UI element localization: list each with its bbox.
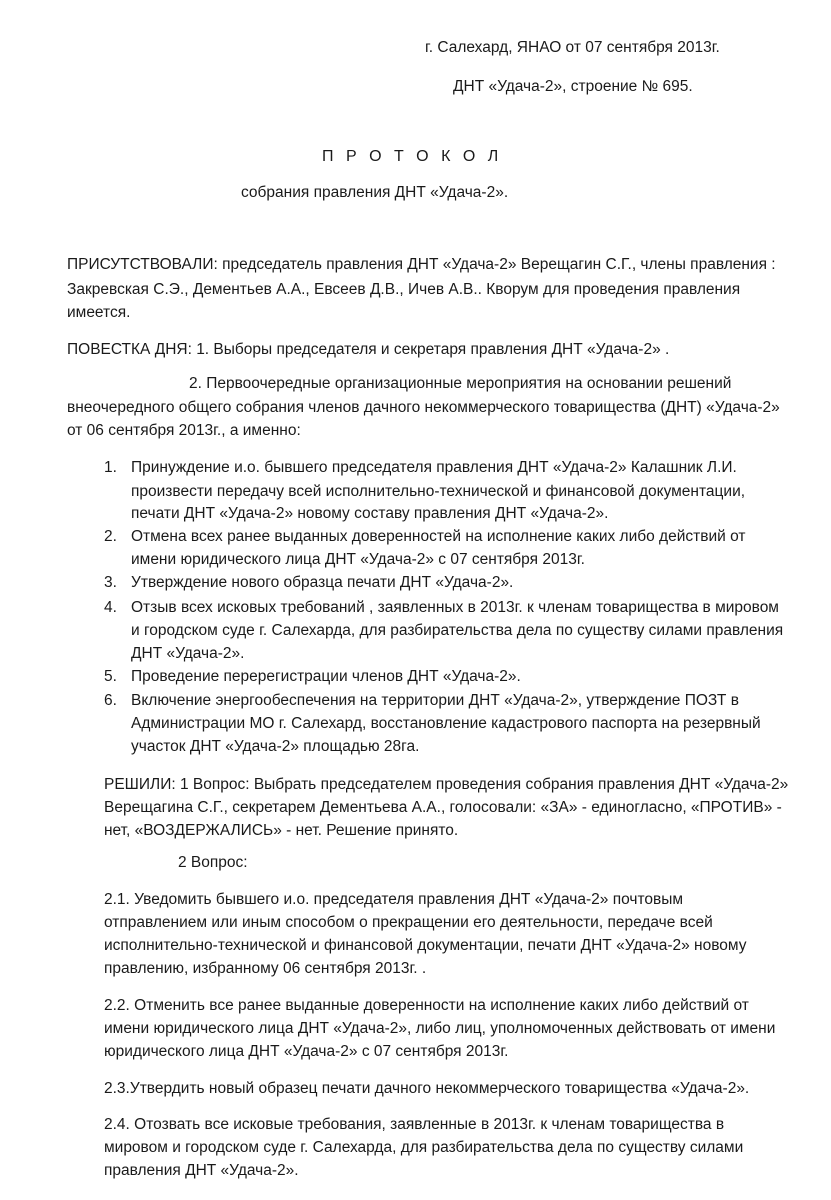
agenda-line: ПОВЕСТКА ДНЯ: 1. Выборы председателя и секретаря правления ДНТ «Удача-2» . [67, 341, 670, 358]
list-item-line: ДНТ «Удача-2». [131, 645, 245, 662]
list-number: 5. [104, 668, 117, 685]
list-number: 4. [104, 599, 117, 616]
list-number: 3. [104, 574, 117, 591]
p21-line: 2.1. Уведомить бывшего и.о. председателя правления ДНТ «Удача-2» почтовым [104, 891, 684, 908]
agenda-item2-line: от 06 сентября 2013г., а именно: [67, 422, 301, 439]
agenda-item2-line: 2. Первоочередные организационные мероприятия на основании решений [189, 375, 732, 392]
list-item-line: Отзыв всех исковых требований , заявленных в 2013г. к членам товарищества в мировом [131, 599, 779, 616]
header-place-date: г. Салехард, ЯНАО от 07 сентября 2013г. [425, 39, 720, 56]
list-number: 1. [104, 459, 117, 476]
present-line: Закревская С.Э., Дементьев А.А., Евсеев Д.В., Ичев А.В.. Кворум для проведения правления [67, 281, 741, 298]
p24-line: 2.4. Отозвать все исковые требования, заявленные в 2013г. к членам товарищества в [104, 1116, 725, 1133]
list-number: 6. [104, 692, 117, 709]
present-line: ПРИСУТСТВОВАЛИ: председатель правления ДНТ «Удача-2» Верещагин С.Г., члены правления : [67, 256, 776, 273]
p21-line: исполнительно-технической и финансовой документации, печати ДНТ «Удача-2» новому [104, 937, 747, 954]
decided-line: Верещагина С.Г., секретарем Дементьева А.А., голосовали: «ЗА» - единогласно, «ПРОТИВ» - [104, 799, 782, 816]
p21-line: правлению, избранному 06 сентября 2013г. . [104, 960, 427, 977]
list-item-line: произвести передачу всей исполнительно-технической и финансовой документации, [131, 483, 746, 500]
list-number: 2. [104, 528, 117, 545]
p24-line: правления ДНТ «Удача-2». [104, 1162, 299, 1179]
decided-line: нет, «ВОЗДЕРЖАЛИСЬ» - нет. Решение принято. [104, 822, 459, 839]
list-item-line: и городском суде г. Салехарда, для разбирательства дела по существу силами правления [131, 622, 784, 639]
list-item-line: Проведение перерегистрации членов ДНТ «Удача-2». [131, 668, 521, 685]
p22-line: юридического лица ДНТ «Удача-2» с 07 сентября 2013г. [104, 1043, 509, 1060]
agenda-item2-line: внеочередного общего собрания членов дачного некоммерческого товарищества (ДНТ) «Удача-2» [67, 399, 780, 416]
list-item-line: Принуждение и.о. бывшего председателя правления ДНТ «Удача-2» Калашник Л.И. [131, 459, 737, 476]
decided-line: РЕШИЛИ: 1 Вопрос: Выбрать председателем проведения собрания правления ДНТ «Удача-2» [104, 776, 789, 793]
present-line: имеется. [67, 304, 131, 321]
document-subtitle: собрания правления ДНТ «Удача-2». [241, 184, 509, 201]
p23-line: 2.3.Утвердить новый образец печати дачного некоммерческого товарищества «Удача-2». [104, 1080, 750, 1097]
list-item-line: печати ДНТ «Удача-2» новому составу правления ДНТ «Удача-2». [131, 505, 609, 522]
list-item-line: Утверждение нового образца печати ДНТ «Удача-2». [131, 574, 514, 591]
p24-line: мировом и городском суде г. Салехарда, для разбирательства дела по существу силами [104, 1139, 744, 1156]
list-item-line: Администрации МО г. Салехард, восстановление кадастрового паспорта на резервный [131, 715, 761, 732]
list-item-line: Отмена всех ранее выданных доверенностей на исполнение каких либо действий от [131, 528, 746, 545]
header-building: ДНТ «Удача-2», строение № 695. [453, 78, 693, 95]
document-title: П Р О Т О К О Л [322, 148, 503, 165]
list-item-line: участок ДНТ «Удача-2» площадью 28га. [131, 738, 420, 755]
question2-heading: 2 Вопрос: [178, 854, 248, 871]
list-item-line: Включение энергообеспечения на территории ДНТ «Удача-2», утверждение ПОЗТ в [131, 692, 739, 709]
p21-line: отправлением или иным способом о прекращении его деятельности, передаче всей [104, 914, 713, 931]
list-item-line: имени юридического лица ДНТ «Удача-2» с 07 сентября 2013г. [131, 551, 585, 568]
p22-line: имени юридического лица ДНТ «Удача-2», либо лиц, уполномоченных действовать от имени [104, 1020, 776, 1037]
p22-line: 2.2. Отменить все ранее выданные доверенности на исполнение каких либо действий от [104, 997, 749, 1014]
